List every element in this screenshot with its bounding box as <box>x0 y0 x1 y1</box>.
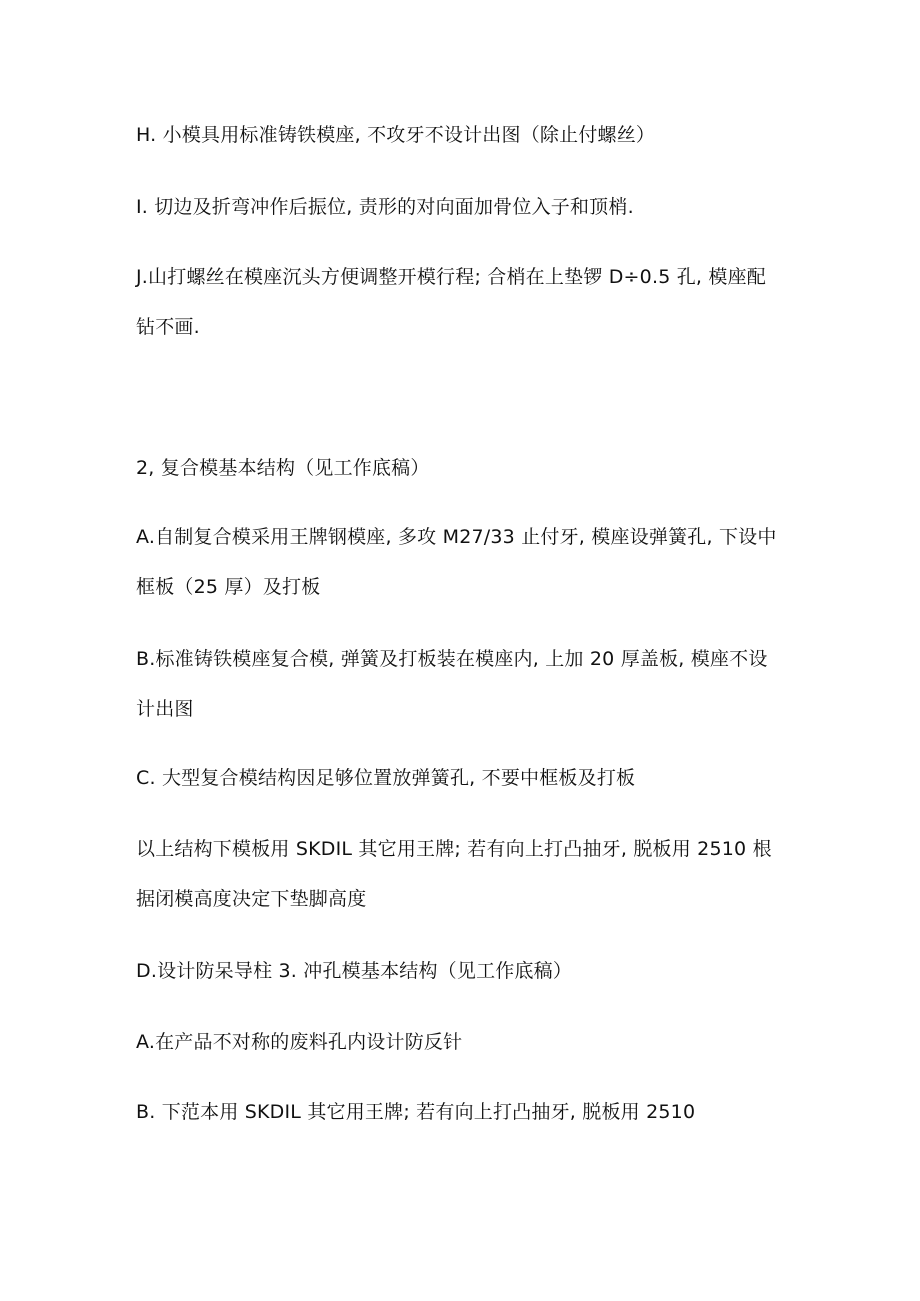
paragraph-line: C. 大型复合模结构因足够位置放弹簧孔, 不要中框板及打板 <box>136 767 636 789</box>
paragraph-line: B. 下范本用 SKDIL 其它用王牌; 若有向上打凸抽牙, 脱板用 2510 <box>136 1101 696 1123</box>
paragraph-line: 钻不画. <box>136 316 200 338</box>
paragraph-line: 2, 复合模基本结构（见工作底稿） <box>136 457 430 479</box>
paragraph-d <box>136 946 792 996</box>
paragraph-b3 <box>136 1087 792 1137</box>
paragraph-c <box>136 753 792 803</box>
paragraph-j <box>136 252 792 352</box>
paragraph-line: 计出图 <box>136 698 194 720</box>
section-heading-2 <box>136 443 792 493</box>
paragraph-line: H. 小模具用标准铸铁模座, 不攻牙不设计出图（除止付螺丝） <box>136 124 656 146</box>
paragraph-line: 框板（25 厚）及打板 <box>136 576 321 598</box>
paragraph-a3 <box>136 1017 792 1067</box>
paragraph-b <box>136 634 792 734</box>
paragraph-line: J.山打螺丝在模座沉头方便调整开模行程; 合梢在上垫锣 D÷0.5 孔, 模座配 <box>136 266 767 288</box>
paragraph-line: 以上结构下模板用 SKDIL 其它用王牌; 若有向上打凸抽牙, 脱板用 2510 根 <box>136 838 772 860</box>
paragraph-line: B.标准铸铁模座复合模, 弹簧及打板装在模座内, 上加 20 厚盖板, 模座不设 <box>136 648 768 670</box>
paragraph-line: 据闭模高度决定下垫脚高度 <box>136 888 367 910</box>
paragraph-i <box>136 182 792 232</box>
paragraph-line: A.自制复合模采用王牌钢模座, 多攻 M27/33 止付牙, 模座设弹簧孔, 下设中 <box>136 526 777 548</box>
paragraph-h <box>136 110 792 160</box>
paragraph-line: I. 切边及折弯冲作后振位, 责形的对向面加骨位入子和顶梢. <box>136 196 634 218</box>
paragraph-note <box>136 824 792 924</box>
paragraph-line: A.在产品不对称的废料孔内设计防反针 <box>136 1031 463 1053</box>
paragraph-line: D.设计防呆导柱 3. 冲孔模基本结构（见工作底稿） <box>136 960 573 982</box>
paragraph-a <box>136 512 792 612</box>
